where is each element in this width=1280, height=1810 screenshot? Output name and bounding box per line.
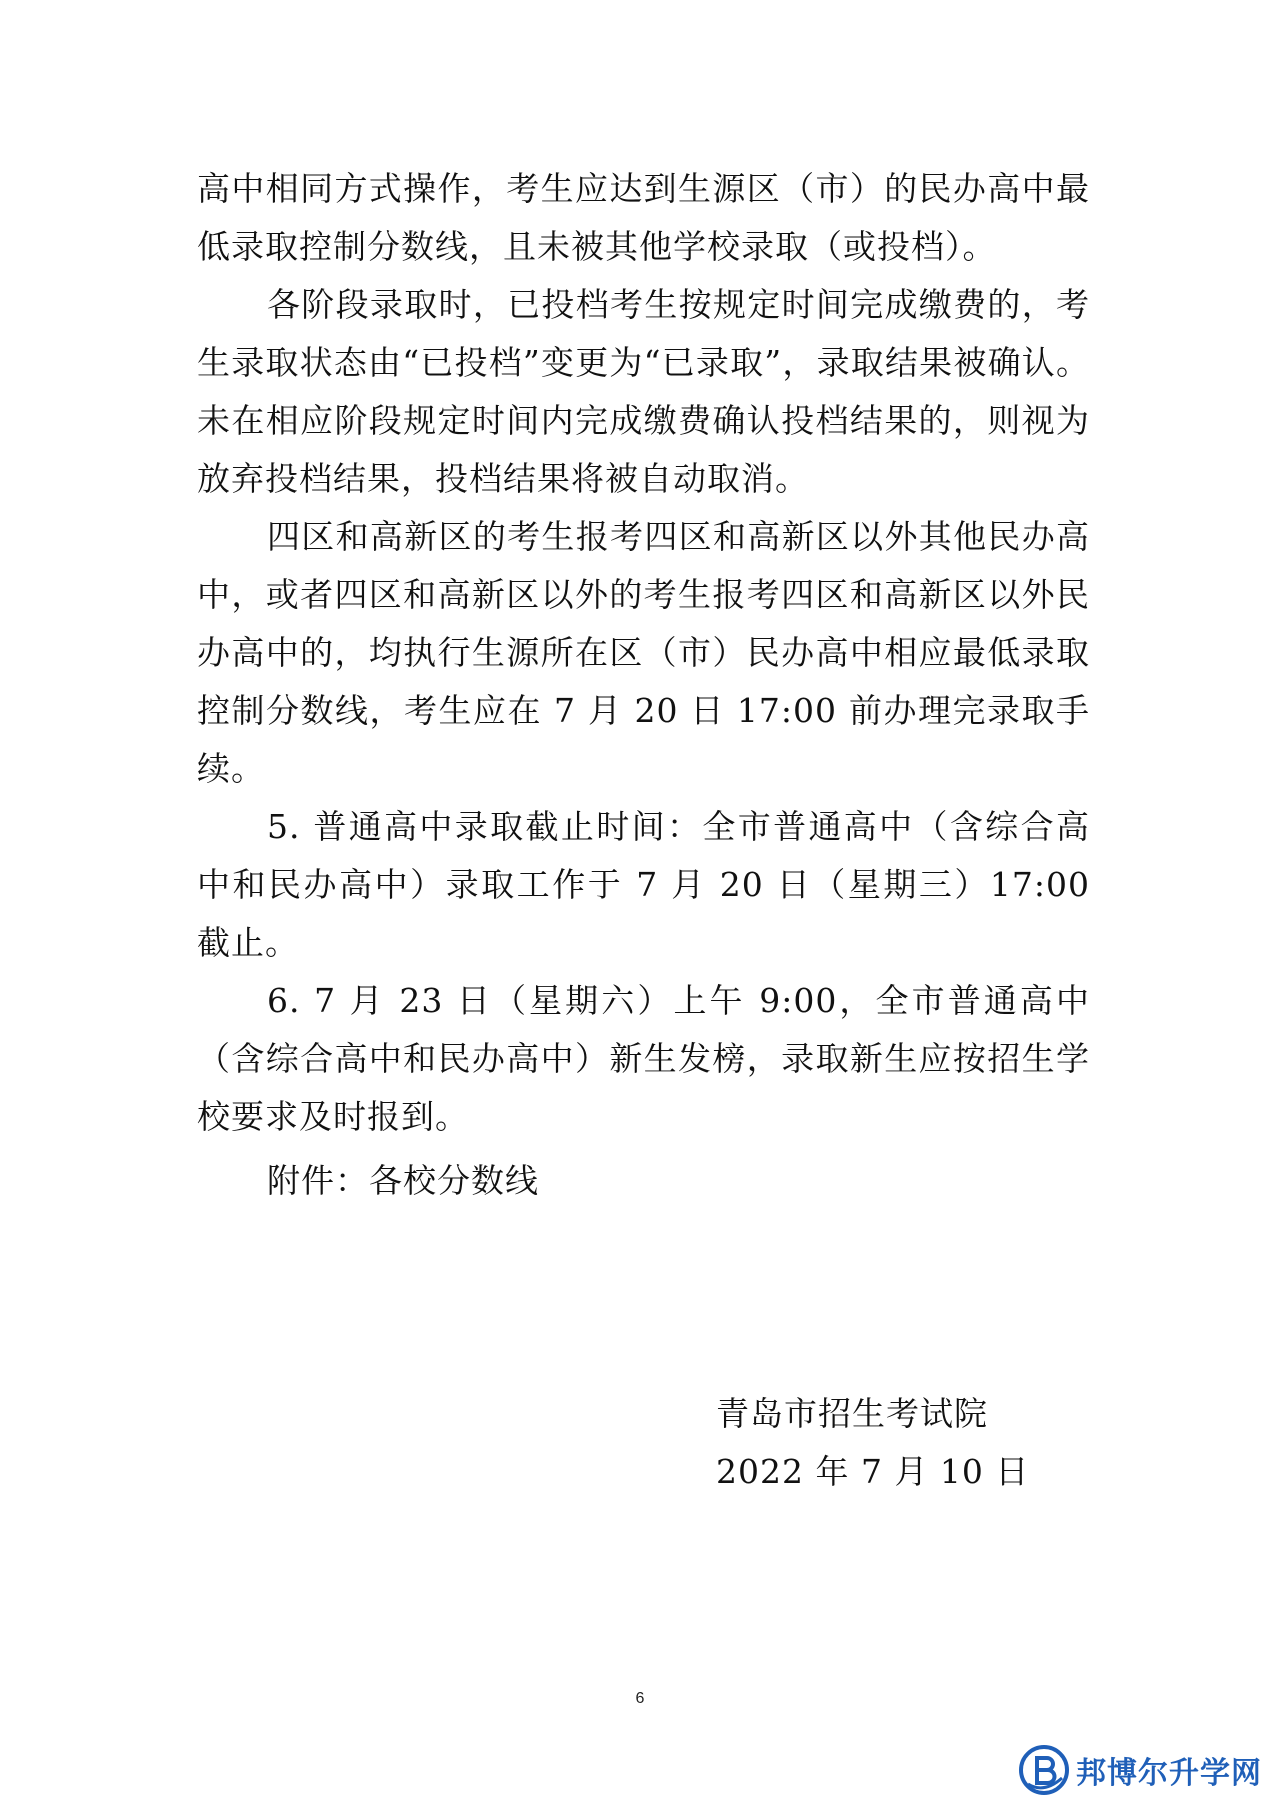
paragraph-item-5: 5. 普通高中录取截止时间：全市普通高中（含综合高中和民办高中）录取工作于 7 月 20 日（星期三）17:00 截止。 bbox=[197, 807, 1090, 962]
attachment-line: 附件：各校分数线 bbox=[267, 1161, 539, 1200]
b-logo-icon bbox=[1018, 1744, 1070, 1796]
issue-date: 2022 年 7 月 10 日 bbox=[716, 1452, 1030, 1491]
watermark-text: 邦博尔升学网 bbox=[1076, 1757, 1262, 1790]
paragraph-item-6: 6. 7 月 23 日（星期六）上午 9:00，全市普通高中（含综合高中和民办高中）新生发榜，录取新生应按招生学校要求及时报到。 bbox=[197, 981, 1090, 1136]
paragraph-3: 四区和高新区的考生报考四区和高新区以外其他民办高中，或者四区和高新区以外的考生报考四区和高新区以外民办高中的，均执行生源所在区（市）民办高中相应最低录取控制分数线，考生应在 7 月 20 日 17:00 前办理完录取手续。 bbox=[197, 517, 1090, 788]
issuing-organization: 青岛市招生考试院 bbox=[716, 1394, 988, 1433]
watermark-logo[interactable] bbox=[1018, 1742, 1262, 1798]
page-number: 6 bbox=[635, 1690, 645, 1707]
signature-block bbox=[716, 1385, 1029, 1501]
document-body bbox=[197, 160, 1090, 1146]
paragraph-1: 高中相同方式操作，考生应达到生源区（市）的民办高中最低录取控制分数线，且未被其他学校录取（或投档）。 bbox=[197, 169, 1090, 266]
paragraph-2: 各阶段录取时，已投档考生按规定时间完成缴费的，考生录取状态由“已投档”变更为“已录取”，录取结果被确认。未在相应阶段规定时间内完成缴费确认投档结果的，则视为放弃投档结果，投档结果将被自动取消。 bbox=[197, 285, 1090, 498]
